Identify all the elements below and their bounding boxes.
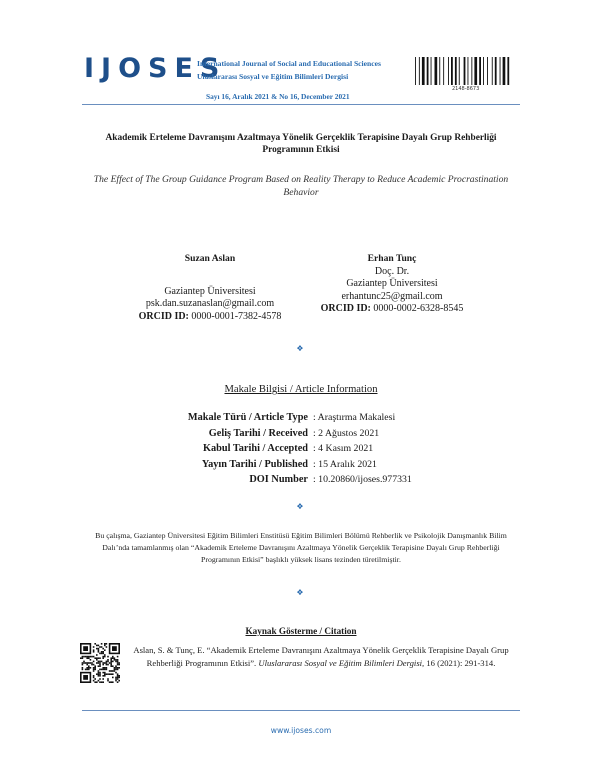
author-card (110, 253, 310, 323)
footer-link[interactable]: www.ijoses.com (270, 726, 332, 735)
info-value: : Araştırma Makalesi (313, 412, 396, 423)
info-row (100, 472, 412, 488)
article-title-en: The Effect of The Group Guidance Program Based on Reality Therapy to Reduce Academic Procrastination Behavior (93, 174, 509, 198)
info-row (100, 410, 412, 426)
article-info-heading: Makale Bilgisi / Article Information (224, 384, 378, 395)
citation-main: Aslan, S. & Tunç, E. “Akademik Erteleme Davranışını Azaltmaya Yönelik Gerçeklik Terapisine Dayalı Grup Rehberliği Programının Etkisi”. (133, 645, 509, 668)
article-title-tr: Akademik Erteleme Davranışını Azaltmaya Yönelik Gerçeklik Terapisine Dayalı Grup Rehberliği Programının Etkisi (105, 133, 497, 155)
author-email[interactable]: psk.dan.suzanaslan@gmail.com (145, 298, 275, 309)
citation-text (130, 644, 512, 670)
info-row (100, 441, 412, 457)
header-divider (82, 104, 520, 105)
author-card (292, 253, 492, 316)
info-label: DOI Number (249, 474, 308, 486)
info-value: : 15 Aralık 2021 (313, 458, 377, 470)
citation-heading: Kaynak Gösterme / Citation (245, 626, 357, 636)
author-affiliation: Gaziantep Üniversitesi (164, 285, 256, 297)
author-academic-title: Doç. Dr. (374, 265, 410, 277)
issue-line: Sayı 16, Aralık 2021 & No 16, December 2021 (206, 92, 350, 101)
info-row (100, 426, 412, 442)
separator-icon: ❖ (296, 502, 304, 511)
info-label: Yayın Tarihi / Published (201, 458, 308, 470)
author-orcid (110, 311, 310, 324)
qr-code-icon[interactable] (80, 641, 120, 685)
journal-name-tr: Uluslararası Sosyal ve Eğitim Bilimleri Dergisi (197, 72, 349, 81)
thesis-note: Bu çalışma, Gaziantep Üniversitesi Eğitim Bilimleri Enstitüsü Eğitim Bilimleri Bölümü Rehberlik ve Psikolojik Danışmanlık Bilim Dalı’nda tamamlanmış olan “Akademik Erteleme Davranışını Azaltmaya Yönelik Gerçeklik Terapisine Dayalı Grup Rehberliği Programının Etkisi” başlıklı yüksek lisans tezinden türetilmiştir. (95, 531, 507, 564)
barcode-number: 2148-8673 (452, 86, 480, 92)
author-name: Suzan Aslan (184, 253, 236, 264)
issn-barcode (414, 57, 520, 85)
footer-divider (82, 710, 520, 711)
journal-logo: IJOSES (84, 53, 227, 84)
author-email[interactable]: erhantunc25@gmail.com (341, 290, 443, 302)
journal-name-en: International Journal of Social and Educational Sciences (197, 59, 381, 68)
author-affiliation: Gaziantep Üniversitesi (346, 278, 438, 289)
citation-tail: 16 (2021): 291-314. (426, 658, 496, 668)
info-label: Kabul Tarihi / Accepted (203, 443, 308, 455)
citation-journal: Uluslararası Sosyal ve Eğitim Bilimleri Dergisi, (258, 658, 425, 668)
orcid-number[interactable]: 0000-0001-7382-4578 (191, 310, 282, 322)
info-label: Geliş Tarihi / Received (208, 427, 308, 439)
info-value: : 4 Kasım 2021 (313, 443, 374, 455)
orcid-number[interactable]: 0000-0002-6328-8545 (373, 303, 464, 314)
author-name: Erhan Tunç (367, 253, 417, 264)
doi-value[interactable]: : 10.20860/ijoses.977331 (313, 474, 412, 486)
author-orcid (292, 303, 492, 316)
orcid-label: ORCID ID: (320, 303, 371, 314)
info-value: : 2 Ağustos 2021 (313, 427, 380, 439)
separator-icon: ❖ (296, 344, 304, 353)
orcid-label: ORCID ID: (138, 310, 189, 322)
article-info-table (100, 410, 412, 488)
info-label: Makale Türü / Article Type (187, 412, 308, 423)
info-row (100, 457, 412, 473)
separator-icon: ❖ (296, 588, 304, 597)
